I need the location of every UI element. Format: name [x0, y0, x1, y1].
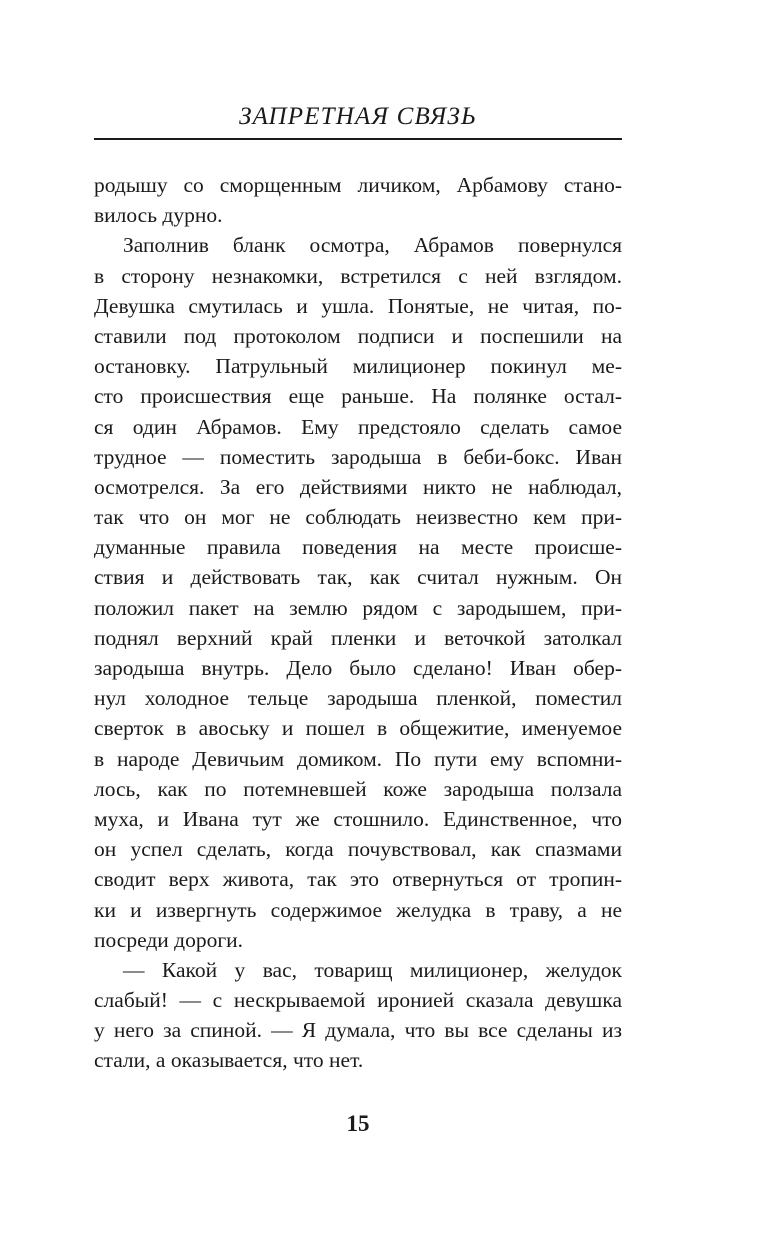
running-head-title: ЗАПРЕТНАЯ СВЯЗЬ [239, 103, 477, 130]
text-line: остановку. Патрульный милиционер покинул ме- [94, 354, 622, 379]
text-line: трудное — поместить зародыша в беби-бокс. Иван [94, 444, 622, 469]
text-line: стали, а оказывается, что нет. [94, 1048, 364, 1073]
text-line: положил пакет на землю рядом с зародышем, при- [94, 595, 622, 620]
text-line: сверток в авоську и пошел в общежитие, именуемое [94, 716, 622, 741]
text-line: поднял верхний край пленки и веточкой затолкал [94, 625, 622, 650]
text-line: ствия и действовать так, как считал нужным. Он [94, 565, 622, 590]
header-rule [94, 138, 622, 140]
text-line: нул холодное тельце зародыша пленкой, поместил [94, 686, 622, 711]
page-number: 15 [346, 1111, 370, 1136]
text-line: лось, как по потемневшей коже зародыша ползала [94, 776, 622, 801]
text-line: ки и извергнуть содержимое желудка в траву, а не [94, 897, 622, 922]
text-line: зародыша внутрь. Дело было сделано! Иван обер- [94, 656, 622, 680]
text-line: сводит верх живота, так это отвернуться от тропин- [94, 867, 622, 892]
text-line: в сторону незнакомки, встретился с ней взглядом. [94, 263, 622, 288]
body-text [94, 170, 622, 1076]
text-line: так что он мог не соблюдать неизвестно кем при- [94, 505, 622, 530]
text-line: ся один Абрамов. Ему предстояло сделать самое [94, 414, 622, 439]
text-line: Девушка смутилась и ушла. Понятые, не читая, по- [94, 293, 622, 318]
text-line: посреди дороги. [94, 927, 244, 952]
text-line: ставили под протоколом подписи и поспешили на [94, 323, 622, 348]
text-line: в народе Девичьим домиком. По пути ему вспомни- [94, 746, 622, 771]
text-line: у него за спиной. — Я думала, что вы все сделаны из [94, 1018, 622, 1043]
text-line: он успел сделать, когда почувствовал, как спазмами [94, 837, 622, 862]
text-line: сто происшествия еще раньше. На полянке остал- [94, 384, 622, 409]
text-line: родышу со сморщенным личиком, Арбамову стано- [94, 173, 622, 197]
text-line: муха, и Ивана тут же стошнило. Единственное, что [94, 806, 622, 831]
text-line: слабый! — с нескрываемой иронией сказала девушка [94, 988, 622, 1013]
text-line: думанные правила поведения на месте происше- [94, 535, 622, 560]
text-line: вилось дурно. [94, 203, 223, 228]
text-line: Заполнив бланк осмотра, Абрамов повернулся [123, 233, 622, 258]
text-line: осмотрелся. За его действиями никто не наблюдал, [94, 474, 622, 499]
text-line: — Какой у вас, товарищ милиционер, желудок [123, 957, 622, 982]
